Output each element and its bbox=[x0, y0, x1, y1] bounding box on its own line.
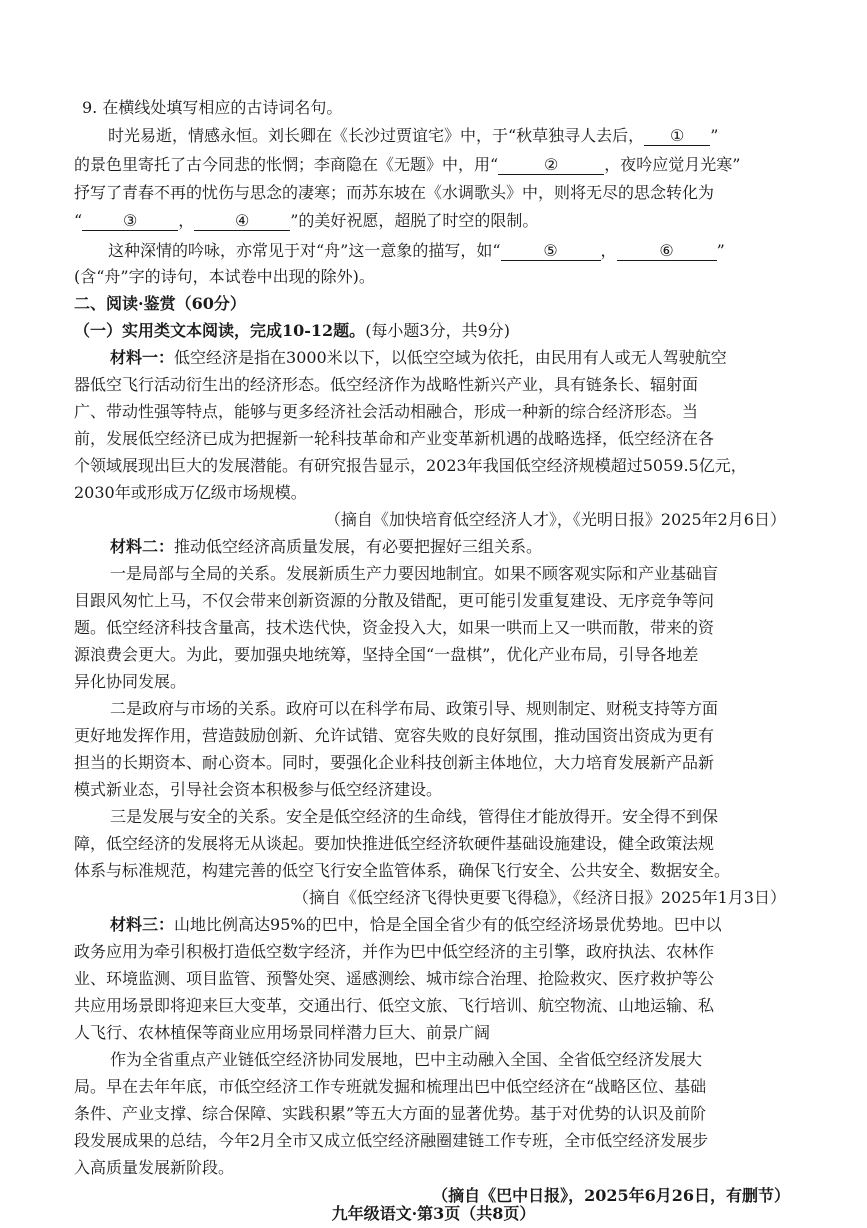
m3-line: 人飞行、农林植保等商业应用场景同样潜力巨大、前景广阔 bbox=[74, 1023, 491, 1042]
blank-2[interactable]: ② bbox=[498, 156, 604, 175]
m3-line: 政务应用为牵引积极打造低空数字经济，并作为巴中低空经济的主引擎，政府执法、农林作 bbox=[74, 942, 715, 961]
m1-line: 前，发展低空经济已成为把握新一轮科技革命和产业变革新机遇的战略选择，低空经济在各 bbox=[74, 429, 715, 448]
m1-source: （摘自《加快培育低空经济人才》，《光明日报》2025年2月6日） bbox=[324, 510, 786, 529]
blank-5[interactable]: ⑤ bbox=[501, 242, 601, 261]
m2-line: 一是局部与全局的关系。发展新质生产力要因地制宜。如果不顾客观实际和产业基础盲 bbox=[110, 564, 719, 583]
m2-line: 障，低空经济的发展将无从谈起。要加快推进低空经济软硬件基础设施建设，健全政策法规 bbox=[74, 834, 715, 853]
q9-p2-l1: 这种深情的吟咏，亦常见于对“舟”这一意象的描写，如“ ⑤ ， ⑥ ” bbox=[108, 241, 725, 260]
m1-line: 个领域展现出巨大的发展潜能。有研究报告显示，2023年我国低空经济规模超过5059.5亿元， bbox=[74, 456, 747, 475]
q9-p2-l2: (含“舟”字的诗句，本试卷中出现的除外)。 bbox=[74, 267, 375, 286]
m1-line: 广、带动性强等特点，能够与更多经济社会活动相融合，形成一种新的综合经济形态。当 bbox=[74, 402, 699, 421]
m2-line: 模式新业态，引导社会资本积极参与低空经济建设。 bbox=[74, 780, 443, 799]
m2-line: 更好地发挥作用，营造鼓励创新、允许试错、宽容失败的良好氛围，推动国资出资成为更有 bbox=[74, 726, 715, 745]
blank-4[interactable]: ④ bbox=[194, 212, 290, 231]
m1-line: 材料一：低空经济是指在3000米以下，以低空空域为依托，由民用有人或无人驾驶航空 bbox=[110, 348, 727, 367]
m2-line: 题。低空经济科技含量高，技术迭代快，资金投入大，如果一哄而上又一哄而散，带来的资 bbox=[74, 618, 715, 637]
m2-line: 源浪费会更大。为此，要加强央地统筹，坚持全国“一盘棋”，优化产业布局，引导各地差 bbox=[74, 645, 699, 664]
subsection-1-heading: （一）实用类文本阅读，完成10-12题。(每小题3分，共9分) bbox=[74, 321, 511, 340]
m3-source: （摘自《巴中日报》，2025年6月26日，有删节） bbox=[432, 1186, 790, 1205]
m2-source: （摘自《低空经济飞得快更要飞得稳》，《经济日报》2025年1月3日） bbox=[292, 888, 786, 907]
blank-1[interactable]: ① bbox=[644, 127, 710, 146]
m1-line: 2030年或形成万亿级市场规模。 bbox=[74, 483, 307, 502]
m2-line: 担当的长期资本、耐心资本。同时，要强化企业科技创新主体地位，大力培育发展新产品新 bbox=[74, 753, 715, 772]
m1-line: 器低空飞行活动衍生出的经济形态。低空经济作为战略性新兴产业，具有链条长、辐射面 bbox=[74, 375, 699, 394]
m3-line: 共应用场景即将迎来巨大变革，交通出行、低空文旅、飞行培训、航空物流、山地运输、私 bbox=[74, 996, 715, 1015]
section-2-heading: 二、阅读·鉴赏（60分） bbox=[74, 294, 246, 313]
m2-line: 异化协同发展。 bbox=[74, 672, 187, 691]
blank-6[interactable]: ⑥ bbox=[617, 242, 717, 261]
m3-line: 局。早在去年年底，市低空经济工作专班就发掘和梳理出巴中低空经济在“战略区位、基础 bbox=[74, 1077, 707, 1096]
q9-p1-l1: 时光易逝，情感永恒。刘长卿在《长沙过贾谊宅》中，于“秋草独寻人去后， ① ” bbox=[108, 126, 719, 145]
page-footer: 九年级语文·第3页（共8页） bbox=[331, 1204, 536, 1223]
m3-line: 条件、产业支撑、综合保障、实践积累”等五大方面的显著优势。基于对优势的认识及前阶 bbox=[74, 1104, 707, 1123]
m3-line: 入高质量发展新阶段。 bbox=[74, 1158, 235, 1177]
blank-3[interactable]: ③ bbox=[82, 212, 178, 231]
q9-p1-l2: 的景色里寄托了古今同悲的怅惘；李商隐在《无题》中，用“ ② ，夜吟应觉月光寒” bbox=[74, 155, 741, 174]
m2-intro: 材料二：推动低空经济高质量发展，有必要把握好三组关系。 bbox=[110, 537, 543, 556]
m2-line: 二是政府与市场的关系。政府可以在科学布局、政策引导、规则制定、财税支持等方面 bbox=[110, 699, 719, 718]
q9-prompt: 9. 在横线处填写相应的古诗词名句。 bbox=[82, 98, 343, 117]
m3-line: 段发展成果的总结，今年2月全市又成立低空经济融圈建链工作专班，全市低空经济发展步 bbox=[74, 1131, 709, 1150]
m2-line: 目跟风匆忙上马，不仅会带来创新资源的分散及错配，更可能引发重复建设、无序竞争等问 bbox=[74, 591, 715, 610]
m3-line: 业、环境监测、项目监管、预警处突、遥感测绘、城市综合治理、抢险救灾、医疗救护等公 bbox=[74, 969, 715, 988]
m3-line: 材料三：山地比例高达95%的巴中，恰是全国全省少有的低空经济场景优势地。巴中以 bbox=[110, 915, 722, 934]
q9-p1-l4: “ ③ ， ④ ”的美好祝愿，超脱了时空的限制。 bbox=[74, 211, 539, 230]
q9-p1-l3: 抒写了青春不再的忧伤与思念的凄寒；而苏东坡在《水调歌头》中，则将无尽的思念转化为 bbox=[74, 183, 715, 202]
m2-line: 体系与标准规范，构建完善的低空飞行安全监管体系，确保飞行安全、公共安全、数据安全。 bbox=[74, 861, 731, 880]
m3-line: 作为全省重点产业链低空经济协同发展地，巴中主动融入全国、全省低空经济发展大 bbox=[110, 1050, 703, 1069]
m2-line: 三是发展与安全的关系。安全是低空经济的生命线，管得住才能放得开。安全得不到保 bbox=[110, 807, 719, 826]
